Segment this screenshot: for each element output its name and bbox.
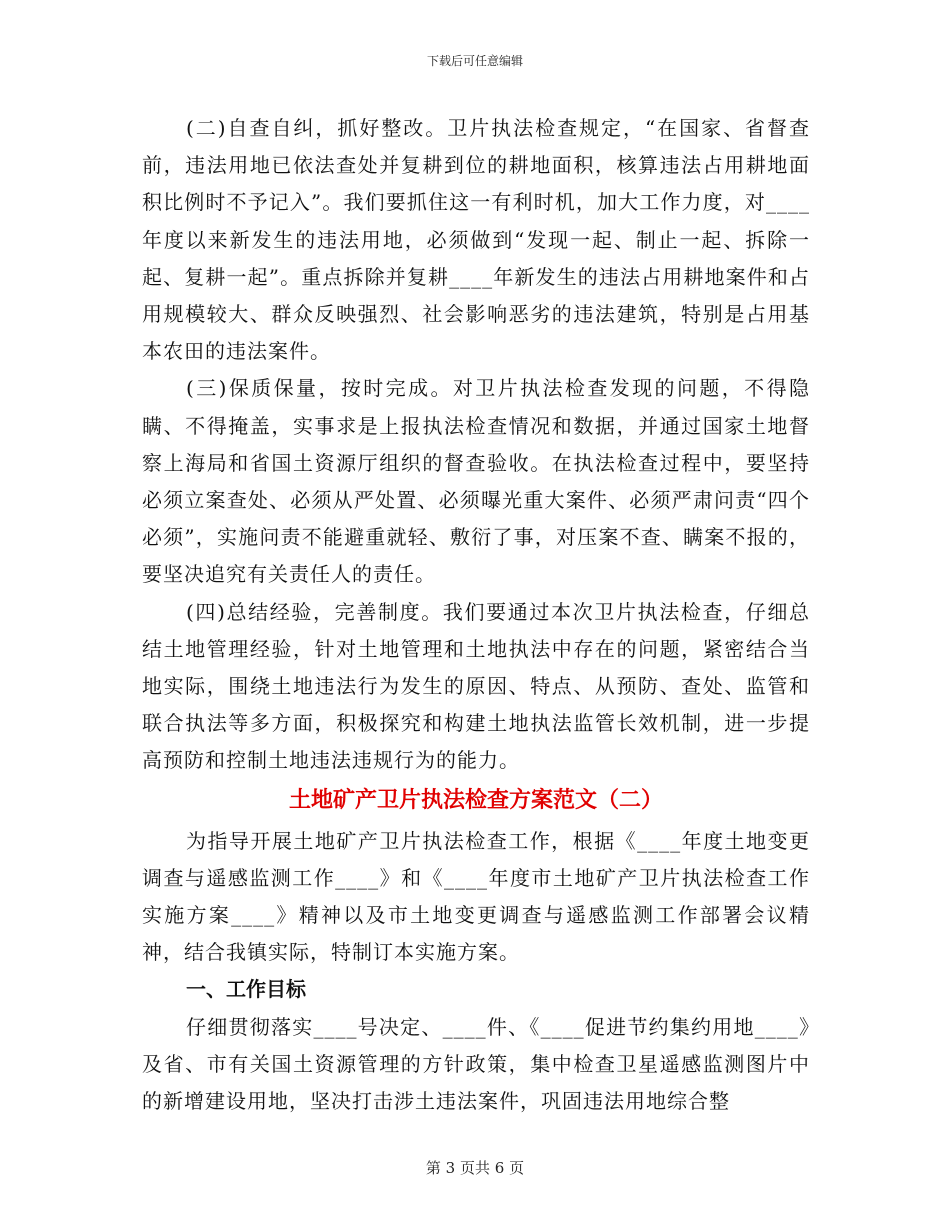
section-title: 土地矿产卫片执法检查方案范文（二） xyxy=(288,787,663,813)
paragraph-self-inspection: (二)自查自纠，抓好整改。卫片执法检查规定，“在国家、省督查前，违法用地已依法查处并复耕到位的耕地面积，核算违法占用耕地面积比例时不予记入”。我们要抓住这一有利时机，加大工作力度，对____年度以来新发生的违法用地，必须做到“发现一起、制止一起、拆除一起、复耕一起”。重点拆除并复耕____年新发生的违法占用耕地案件和占用规模较大、群众反映强烈、社会影响恶劣的违法建筑，特别是占用基本农田的违法案件。 xyxy=(142,116,810,364)
paragraph-intro: 为指导开展土地矿产卫片执法检查工作，根据《____年度土地变更调查与遥感监测工作____》和《____年度市土地矿产卫片执法检查工作实施方案____》精神以及市土地变更调查与遥感监测工作部署会议精神，结合我镇实际，特制订本实施方案。 xyxy=(142,828,810,965)
paragraph-goals: 仔细贯彻落实____号决定、____件、《____促进节约集约用地____》及省、市有关国土资源管理的方针政策，集中检查卫星遥感监测图片中的新增建设用地，坚决打击涉土违法案件，巩固违法用地综合整 xyxy=(142,1014,810,1114)
paragraph-quality-assurance: (三)保质保量，按时完成。对卫片执法检查发现的问题，不得隐瞒、不得掩盖，实事求是上报执法检查情况和数据，并通过国家土地督察上海局和省国土资源厅组织的督查验收。在执法检查过程中，要坚持必须立案查处、必须从严处置、必须曝光重大案件、必须严肃问责“四个必须”，实施问责不能避重就轻、敷衍了事，对压案不查、瞒案不报的，要坚决追究有关责任人的责任。 xyxy=(142,376,810,587)
paragraph-summarize-experience: (四)总结经验，完善制度。我们要通过本次卫片执法检查，仔细总结土地管理经验，针对土地管理和土地执法中存在的问题，紧密结合当地实际，围绕土地违法行为发生的原因、特点、从预防、查处、监管和联合执法等多方面，积极探究和构建土地执法监管长效机制，进一步提高预防和控制土地违法违规行为的能力。 xyxy=(142,599,810,773)
page-footer: 第 3 页共 6 页 xyxy=(425,1159,525,1177)
heading-work-goals: 一、工作目标 xyxy=(186,977,306,1002)
page-header: 下载后可任意编辑 xyxy=(426,54,523,68)
document-body xyxy=(142,110,810,1120)
